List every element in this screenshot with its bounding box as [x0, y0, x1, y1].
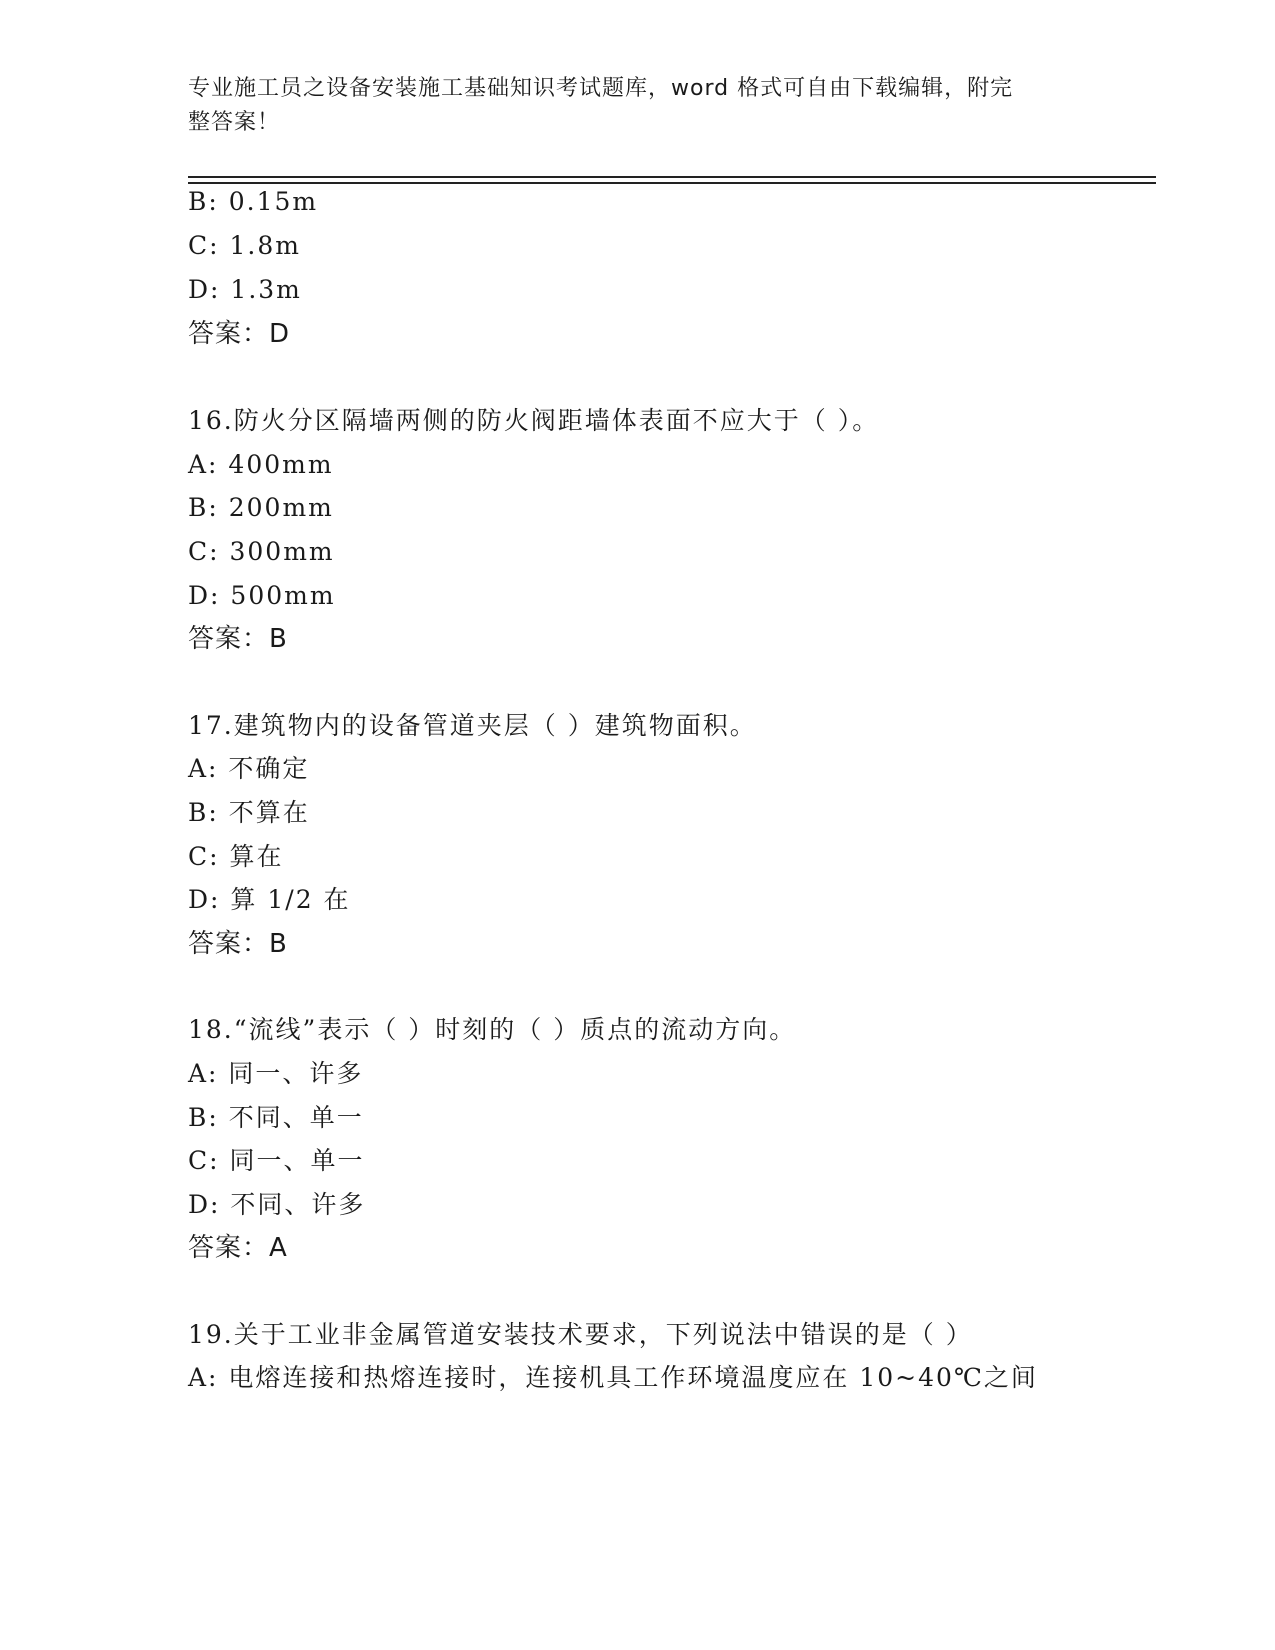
q16-question: 16.防火分区隔墙两侧的防火阀距墙体表面不应大于（ ）。	[188, 406, 880, 435]
q15-answer: 答案：D	[188, 319, 291, 349]
q16-option-a: A: 400mm	[188, 450, 334, 479]
header-line-1: 专业施工员之设备安装施工基础知识考试题库，word 格式可自由下载编辑，附完	[188, 76, 1014, 101]
q17-option-c: C: 算在	[188, 842, 284, 871]
q16-answer: 答案：B	[188, 624, 288, 654]
q19-question: 19.关于工业非金属管道安装技术要求，下列说法中错误的是（ ）	[188, 1320, 973, 1349]
q18-answer: 答案：A	[188, 1233, 288, 1263]
q17-question: 17.建筑物内的设备管道夹层（ ）建筑物面积。	[188, 711, 757, 740]
q17-option-b: B: 不算在	[188, 798, 310, 827]
q17-option-a: A: 不确定	[188, 754, 310, 783]
q19-option-a: A: 电熔连接和热熔连接时，连接机具工作环境温度应在 10~40℃之间	[188, 1363, 1038, 1392]
q15-option-d: D: 1.3m	[188, 275, 302, 304]
q17-option-d: D: 算 1/2 在	[188, 885, 351, 914]
q18-option-b: B: 不同、单一	[188, 1103, 364, 1132]
q17-answer: 答案：B	[188, 929, 288, 959]
q15-option-c: C: 1.8m	[188, 231, 301, 260]
q15-option-b: B: 0.15m	[188, 187, 319, 216]
header-divider-top	[188, 176, 1156, 178]
q18-question: 18.“流线”表示（ ）时刻的（ ）质点的流动方向。	[188, 1015, 797, 1044]
q18-option-c: C: 同一、单一	[188, 1146, 365, 1175]
q16-option-c: C: 300mm	[188, 537, 335, 566]
q16-option-b: B: 200mm	[188, 493, 334, 522]
q18-option-a: A: 同一、许多	[188, 1059, 364, 1088]
header-line-2: 整答案！	[188, 110, 281, 135]
header-divider-bottom	[188, 182, 1156, 184]
page-header	[188, 72, 1088, 140]
q16-option-d: D: 500mm	[188, 581, 336, 610]
q18-option-d: D: 不同、许多	[188, 1190, 366, 1219]
